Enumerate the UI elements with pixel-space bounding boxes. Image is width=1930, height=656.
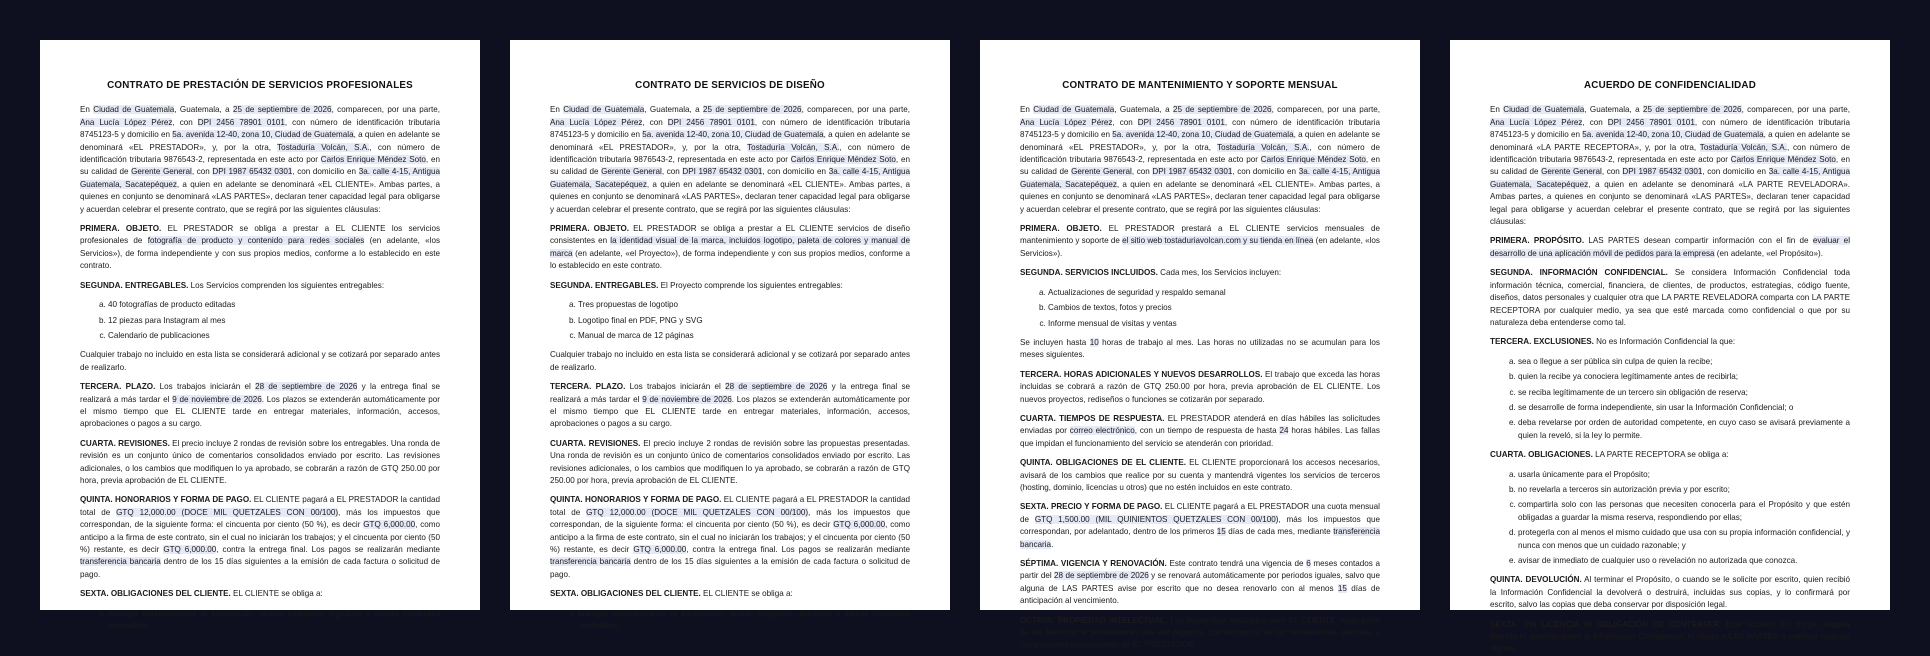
paragraph	[80, 438, 440, 488]
clause-heading: QUINTA. DEVOLUCIÓN.	[1490, 575, 1582, 585]
text-run: (en adelante, «los Servicios»), de forma independiente y con sus propios medios, conforme a lo establecido en este contrato.	[80, 236, 440, 271]
filled-field: 9 de noviembre de 2026	[172, 394, 262, 404]
filled-field: Ana Lucía López Pérez	[1020, 117, 1113, 127]
clause-heading: CUARTA. REVISIONES.	[550, 438, 641, 448]
text-run: Cualquier trabajo no incluido en esta lista se considerará adicional y se cotizará por separado antes de realizarlo.	[80, 350, 440, 372]
text-run: , como anticipo a la firma de este contrato, sin el cual no iniciarán los trabajos; y el cincuenta por ciento (50 %) restante, es decir	[550, 520, 910, 554]
text-run: , con número de identificación tributaria 9876543-2, representada en este acto por	[1490, 142, 1850, 165]
filled-field: Carlos Enrique Méndez Soto	[1260, 155, 1366, 165]
paragraph	[80, 223, 440, 273]
clause-heading: SEXTA. PRECIO Y FORMA DE PAGO.	[1020, 502, 1163, 512]
filled-field: 15	[1337, 583, 1347, 593]
text-run: En	[1490, 105, 1504, 115]
clause-heading: SEXTA. OBLIGACIONES DEL CLIENTE.	[80, 589, 231, 599]
text-run: Cualquier trabajo no incluido en esta lista se considerará adicional y se cotizará por separado antes de realizarlo.	[550, 350, 910, 372]
text-run: , con domicilio en	[1702, 167, 1769, 177]
text-run: El trabajo que exceda las horas incluidas se cobrará a razón de GTQ 250.00 por hora, previa aprobación de EL CLIENTE. Los nuevos proyectos, rediseños o funciones se cotizarán por separado.	[1020, 369, 1380, 404]
text-run: , con	[1582, 117, 1608, 127]
text-run: y la entrega final se realizará a más tardar el	[550, 382, 911, 404]
text-run: , con número de identificación tributaria 9876543-2, representada en este acto por	[80, 142, 440, 165]
filled-field: Tostaduría Volcán, S.A.	[277, 142, 370, 152]
filled-field: Gerente General	[601, 167, 662, 177]
text-run: Al terminar el Propósito, o cuando se le solicite por escrito, quien recibió la Información Confidencial la devolverá o destruirá, incluidas sus copias, y lo confirmará por escrito, salvo las copias que deba conservar por disposición legal.	[1490, 575, 1850, 610]
paragraph	[1020, 104, 1380, 216]
document-title: ACUERDO DE CONFIDENCIALIDAD	[1584, 80, 1756, 91]
text-run: Este acuerdo no otorga ninguna licencia ni derecho sobre la Información Confidencial, ni obliga a LAS PARTES a celebrar contrato alguno.	[1490, 619, 1850, 654]
paragraph	[80, 381, 440, 431]
text-run: , comparecen, por una parte,	[331, 105, 440, 115]
filled-field: 10	[1089, 337, 1099, 347]
text-run: EL CLIENTE pagará a EL PRESTADOR la cantidad total de	[80, 495, 440, 517]
text-run: , más los impuestos que correspondan, por adelantado, dentro de los primeros	[1020, 514, 1380, 537]
text-run: El Proyecto comprende los siguientes entregables:	[658, 280, 843, 290]
text-run: , con domicilio en	[292, 167, 359, 177]
filled-field: DPI 1987 65432 0301	[682, 167, 763, 177]
list-item: a. 40 fotografías de producto editadas	[108, 299, 440, 311]
filled-field: 9 de noviembre de 2026	[642, 394, 732, 404]
text-run: días de anticipación al vencimiento.	[1020, 583, 1380, 606]
filled-field: Ciudad de Guatemala	[1503, 105, 1585, 115]
text-run: Los Servicios comprenden los siguientes entregables:	[188, 280, 385, 290]
paragraph	[1020, 223, 1380, 260]
filled-field: DPI 1987 65432 0301	[1152, 167, 1233, 177]
clause-heading: SÉPTIMA. VIGENCIA Y RENOVACIÓN.	[1020, 559, 1167, 568]
text-run: . Los plazos se extenderán automáticamente por el mismo tiempo que EL CLIENTE tarde en entregar materiales, información, accesos, aprobaciones o pagos a su cargo.	[80, 394, 440, 429]
text-run: En	[80, 105, 94, 115]
text-run: y se renovará automáticamente por periodos iguales, salvo que alguna de LAS PARTES avise por escrito que no desea renovarlo con al menos	[1020, 571, 1381, 593]
filled-field: 25 de septiembre de 2026	[703, 105, 802, 115]
list-item: d. protegerla con al menos el mismo cuidado que usa con su propia información confidencial, y nunca con menos que un cuidado razonable; y	[1518, 527, 1850, 552]
clause-heading: SEXTA. SIN LICENCIA NI OBLIGACIÓN DE CONTRATAR.	[1490, 619, 1721, 629]
filled-field: GTQ 6,000.00	[163, 545, 217, 554]
filled-field: Gerente General	[1541, 167, 1602, 177]
paragraph	[550, 588, 910, 600]
text-run: El precio incluye 2 rondas de revisión sobre los entregables. Una ronda de revisión es un conjunto único de comentarios consolidados enviado por escrito. Las revisiones adicionales, o los cambios que modifiquen lo ya aprobado, se cobrarán a razón de GTQ 250.00 por hora, previa aprobación de EL CLIENTE.	[80, 438, 440, 485]
filled-field: 15	[1216, 527, 1226, 537]
paragraph	[1020, 337, 1380, 362]
clause-heading: CUARTA. OBLIGACIONES.	[1490, 450, 1593, 460]
list-item: b. Cambios de textos, fotos y precios	[1048, 302, 1380, 314]
clause-heading: OCTAVA. PROPIEDAD INTELECTUAL.	[1020, 615, 1168, 625]
paragraph	[1020, 501, 1380, 551]
clause-heading: TERCERA. PLAZO.	[550, 382, 626, 392]
text-run: , con número de identificación tributaria 9876543-2, representada en este acto por	[550, 142, 910, 165]
filled-field: 5a. avenida 12-40, zona 10, Ciudad de Guatemala	[1582, 130, 1764, 140]
paragraph	[80, 494, 440, 581]
lettered-list	[550, 608, 910, 633]
list-item: a. entregar oportunamente la información, textos, imágenes, logotipos y demás materiales necesarios;	[108, 608, 440, 633]
text-run: EL CLIENTE proporcionará los accesos necesarios, avisará de los cambios que realice por su cuenta y mantendrá vigentes los servicios de terceros (hosting, dominio, licencias u otros) que no estén incluidos en este contrato.	[1020, 458, 1380, 492]
clause-heading: TERCERA. PLAZO.	[80, 382, 156, 392]
filled-field: Ana Lucía López Pérez	[550, 117, 643, 127]
clause-heading: PRIMERA. OBJETO.	[1020, 224, 1102, 234]
list-item: b. quien la recibe ya conociera legítimamente antes de recibirla;	[1518, 371, 1850, 383]
text-run: , con número de identificación tributaria 9876543-2, representada en este acto por	[1020, 142, 1380, 165]
filled-field: 5a. avenida 12-40, zona 10, Ciudad de Guatemala	[642, 130, 824, 140]
text-run: dentro de los 15 días siguientes a la emisión de cada factura o solicitud de pago.	[550, 557, 910, 579]
text-run: , a quien en adelante se denominará «EL CLIENTE». Ambas partes, a quienes en conjunto se denominará «LAS PARTES», declaran tener capacidad legal para obligarse y acuerdan celebrar el presente contrato, que se regirá por las siguientes cláusulas:	[550, 179, 910, 214]
paragraph	[1490, 574, 1850, 611]
text-run: Este contrato tendrá una vigencia de	[1166, 559, 1307, 568]
filled-field: GTQ 6,000.00	[633, 545, 687, 554]
filled-field: transferencia bancaria	[1020, 527, 1380, 549]
filled-field: 5a. avenida 12-40, zona 10, Ciudad de Guatemala	[1112, 130, 1294, 140]
document-page-2	[510, 40, 950, 631]
text-run: , contra la entrega final. Los pagos se realizarán mediante	[216, 545, 440, 554]
filled-field: Ana Lucía López Pérez	[1490, 117, 1583, 127]
paragraph	[550, 223, 910, 273]
paragraph	[80, 280, 440, 292]
filled-field: DPI 1987 65432 0301	[1622, 167, 1703, 177]
text-run: No es Información Confidencial la que:	[1593, 337, 1736, 347]
paragraph	[1490, 235, 1850, 260]
paragraph	[1020, 369, 1380, 406]
filled-field: Ciudad de Guatemala	[563, 105, 645, 115]
text-run: Se incluyen hasta	[1020, 337, 1090, 347]
list-item: c. Informe mensual de visitas y ventas	[1048, 318, 1380, 330]
clause-heading: SEXTA. OBLIGACIONES DEL CLIENTE.	[550, 589, 701, 599]
clause-heading: QUINTA. OBLIGACIONES DE EL CLIENTE.	[1020, 458, 1187, 468]
paragraph	[1490, 336, 1850, 348]
filled-field: Carlos Enrique Méndez Soto	[320, 155, 426, 165]
text-run: , con	[661, 167, 683, 177]
text-run: , con	[1112, 117, 1138, 127]
document-page-4	[1450, 40, 1890, 654]
lettered-list	[1020, 287, 1380, 330]
paragraph	[80, 104, 440, 216]
text-run: . Los plazos se extenderán automáticamente por el mismo tiempo que EL CLIENTE tarde en entregar materiales, información, accesos, aprobaciones o pagos a su cargo.	[550, 394, 910, 429]
list-item: b. 12 piezas para Instagram al mes	[108, 315, 440, 327]
filled-field: Tostaduría Volcán, S.A.	[747, 142, 840, 152]
clause-heading: CUARTA. TIEMPOS DE RESPUESTA.	[1020, 413, 1165, 423]
document-title: CONTRATO DE SERVICIOS DE DISEÑO	[635, 80, 825, 91]
text-run: , Guatemala, a	[174, 105, 233, 115]
clause-heading: TERCERA. HORAS ADICIONALES Y NUEVOS DESARROLLOS.	[1020, 369, 1263, 379]
paragraph	[1020, 615, 1380, 652]
clause-heading: SEGUNDA. INFORMACIÓN CONFIDENCIAL.	[1490, 268, 1668, 278]
filled-field: transferencia bancaria	[80, 557, 161, 567]
document-title: CONTRATO DE PRESTACIÓN DE SERVICIOS PROFESIONALES	[107, 80, 413, 91]
filled-field: 3a. calle 4-15, Antigua Guatemala, Sacatepéquez	[1490, 167, 1850, 189]
clause-heading: CUARTA. REVISIONES.	[80, 438, 170, 448]
text-run: EL CLIENTE se obliga a:	[230, 589, 323, 599]
text-run: (en adelante, «el Propósito»).	[1714, 248, 1823, 258]
document-title: CONTRATO DE MANTENIMIENTO Y SOPORTE MENSUAL	[1062, 80, 1338, 91]
paragraph	[1490, 619, 1850, 656]
text-run: horas de trabajo al mes. Las horas no utilizadas no se acumulan para los meses siguientes.	[1020, 337, 1380, 360]
filled-field: Carlos Enrique Méndez Soto	[790, 155, 896, 165]
list-item: e. avisar de inmediato de cualquier uso o revelación no autorizada que conozca.	[1518, 555, 1850, 567]
text-run: , a quien en adelante se denominará «EL CLIENTE». Ambas partes, a quienes en conjunto se denominará «LAS PARTES», declaran tener capacidad legal para obligarse y acuerdan celebrar el presente contrato, que se regirá por las siguientes cláusulas:	[80, 179, 440, 214]
text-run: horas hábiles. Las fallas que impidan el funcionamiento del servicio se atenderán con prioridad.	[1020, 426, 1380, 448]
text-run: dentro de los 15 días siguientes a la emisión de cada factura o solicitud de pago.	[80, 557, 440, 579]
text-run: , con un tiempo de respuesta de hasta	[1134, 426, 1280, 436]
lettered-list	[1490, 356, 1850, 442]
text-run: Cada mes, los Servicios incluyen:	[1157, 268, 1282, 278]
text-run: EL PRESTADOR se obliga a prestar a EL CLIENTE los servicios profesionales de	[80, 224, 440, 246]
text-run: , contra la entrega final. Los pagos se realizarán mediante	[686, 545, 910, 554]
paragraph	[1020, 457, 1380, 494]
clause-heading: PRIMERA. OBJETO.	[80, 224, 162, 234]
text-run: , en su calidad de	[80, 155, 440, 177]
lettered-list	[550, 299, 910, 342]
filled-field: el sitio web tostaduriavolcan.com y su tienda en línea	[1122, 236, 1314, 246]
list-item: c. Calendario de publicaciones	[108, 330, 440, 342]
paragraph	[80, 588, 440, 600]
paragraph	[1020, 558, 1380, 608]
filled-field: Ciudad de Guatemala	[1033, 105, 1115, 115]
filled-field: Carlos Enrique Méndez Soto	[1730, 155, 1836, 165]
text-run: Los trabajos iniciarán el	[155, 382, 256, 392]
text-run: El precio incluye 2 rondas de revisión sobre las propuestas presentadas. Una ronda de revisión es un conjunto único de comentarios consolidados enviado por escrito. Las revisiones adicionales, o los cambios que modifiquen lo ya aprobado, se cobrarán a razón de GTQ 250.00 por hora, previa aprobación de EL CLIENTE.	[550, 438, 911, 485]
document-page-3	[980, 40, 1420, 650]
filled-field: DPI 2456 78901 0101	[667, 117, 755, 127]
lettered-list	[1490, 469, 1850, 568]
list-item: c. se reciba legítimamente de un tercero sin obligación de reserva;	[1518, 387, 1850, 399]
list-item: c. compartirla solo con las personas que necesiten conocerla para el Propósito y que estén obligadas a guardar la misma reserva, respondiendo por ellas;	[1518, 499, 1850, 524]
filled-field: 3a. calle 4-15, Antigua Guatemala, Sacatepéquez	[80, 167, 440, 189]
document-page-1	[40, 40, 480, 631]
clause-heading: TERCERA. EXCLUSIONES.	[1490, 337, 1594, 347]
text-run: EL CLIENTE pagará a EL PRESTADOR una cuota mensual de	[1020, 502, 1380, 524]
paragraph	[1490, 104, 1850, 228]
paragraph	[550, 349, 910, 374]
text-run: , con	[172, 117, 198, 127]
text-run: .	[1051, 539, 1054, 549]
paragraph	[550, 381, 910, 431]
text-run: En	[1020, 105, 1034, 115]
text-run: (en adelante, «los Servicios»).	[1020, 236, 1380, 258]
filled-field: transferencia bancaria	[550, 557, 631, 567]
filled-field: DPI 1987 65432 0301	[212, 167, 293, 177]
list-item: a. usarla únicamente para el Propósito;	[1518, 469, 1850, 481]
text-run: , con	[642, 117, 668, 127]
paragraph	[550, 104, 910, 216]
text-run: , comparecen, por una parte,	[801, 105, 910, 115]
filled-field: la identidad visual de la marca, incluidos logotipo, paleta de colores y manual de marca	[550, 236, 910, 258]
text-run: (en adelante, «el Proyecto»), de forma independiente y con sus propios medios, conforme a lo establecido en este contrato.	[550, 248, 910, 271]
text-run: EL PRESTADOR atenderá en días hábiles las solicitudes enviadas por	[1020, 413, 1380, 436]
paragraph	[1020, 413, 1380, 450]
filled-field: GTQ 6,000.00	[363, 520, 416, 530]
filled-field: 28 de septiembre de 2026	[1054, 571, 1149, 581]
text-run: Se considera Información Confidencial toda información técnica, comercial, financiera, de clientes, de productos, estrategias, código fuente, diseños, datos personales y cualquier otra que LA PARTE REVELADORA comparta con LA PARTE RECEPTORA por cualquier medio, ya sea que esté marcada como confidencial o que por su naturaleza deba entenderse como tal.	[1490, 268, 1850, 327]
list-item: d. se desarrolle de forma independiente, sin usar la Información Confidencial; o	[1518, 402, 1850, 414]
clause-heading: PRIMERA. OBJETO.	[550, 224, 630, 234]
text-run: , comparecen, por una parte,	[1271, 105, 1380, 115]
text-run: , con domicilio en	[762, 167, 829, 177]
list-item: a. Tres propuestas de logotipo	[578, 299, 910, 311]
paragraph	[550, 494, 910, 581]
clause-heading: SEGUNDA. SERVICIOS INCLUIDOS.	[1020, 268, 1158, 278]
filled-field: 25 de septiembre de 2026	[1173, 105, 1272, 115]
text-run: , Guatemala, a	[1114, 105, 1173, 115]
text-run: , Guatemala, a	[1584, 105, 1643, 115]
paragraph	[550, 438, 910, 488]
text-run: , a quien en adelante se denominará «EL PRESTADOR», y, por la otra,	[80, 130, 440, 152]
filled-field: evaluar el desarrollo de una aplicación móvil de pedidos para la empresa	[1490, 236, 1850, 258]
text-run: días de cada mes, mediante	[1225, 527, 1334, 537]
list-item: b. Logotipo final en PDF, PNG y SVG	[578, 315, 910, 327]
text-run: , a quien en adelante se denominará «EL PRESTADOR», y, por la otra,	[1020, 130, 1380, 152]
text-run: , comparecen, por una parte,	[1741, 105, 1850, 115]
filled-field: Gerente General	[131, 167, 192, 177]
filled-field: 24	[1279, 426, 1289, 436]
text-run: Los desarrollos realizados para EL CLIENTE como parte de los Servicios le pertenecerán una vez pagados, con excepción de las herramientas, plantillas y componentes preexistentes de EL PRESTADOR.	[1020, 615, 1380, 650]
filled-field: Gerente General	[1071, 167, 1132, 177]
clause-heading: SEGUNDA. ENTREGABLES.	[80, 280, 189, 290]
filled-field: GTQ 1,500.00 (MIL QUINIENTOS QUETZALES CON 00/100)	[1034, 514, 1279, 524]
list-item: a. sea o llegue a ser pública sin culpa de quien la recibe;	[1518, 356, 1850, 368]
text-run: , con	[191, 167, 213, 177]
filled-field: 3a. calle 4-15, Antigua Guatemala, Sacatepéquez	[1020, 167, 1380, 189]
filled-field: GTQ 12,000.00 (DOCE MIL QUETZALES CON 00/100)	[586, 507, 809, 517]
text-run: , en su calidad de	[1020, 155, 1380, 177]
text-run: , más los impuestos que correspondan, de la siguiente forma: el cincuenta por ciento (50 %), es decir	[550, 507, 910, 530]
filled-field: Tostaduría Volcán, S.A.	[1699, 142, 1787, 152]
text-run: , con	[1131, 167, 1153, 177]
paragraph	[1020, 267, 1380, 279]
text-run: , con número de identificación tributaria 8745123-5 y domicilio en	[80, 117, 440, 140]
text-run: , a quien en adelante se denominará «LA PARTE REVELADORA». Ambas partes, a quienes en conjunto se denominará «LAS PARTES», declaran tener capacidad legal para obligarse y acuerdan celebrar el presente contrato, que se regirá por las siguientes cláusulas:	[1490, 179, 1850, 227]
filled-field: 28 de septiembre de 2026	[725, 382, 828, 392]
text-run: EL PRESTADOR prestará a EL CLIENTE servicios mensuales de mantenimiento y soporte de	[1020, 224, 1380, 246]
text-run: Los trabajos iniciarán el	[625, 382, 726, 392]
filled-field: DPI 2456 78901 0101	[1137, 117, 1225, 127]
text-run: En	[550, 105, 564, 115]
filled-field: 6	[1306, 559, 1311, 568]
lettered-list	[80, 608, 440, 633]
list-item: a. entregar oportunamente la información, textos, imágenes, logotipos y demás materiales necesarios;	[578, 608, 910, 633]
filled-field: Ana Lucía López Pérez	[80, 117, 173, 127]
paragraph	[1490, 267, 1850, 329]
clause-heading: PRIMERA. PROPÓSITO.	[1490, 236, 1585, 246]
text-run: , en su calidad de	[1490, 155, 1850, 177]
filled-field: 3a. calle 4-15, Antigua Guatemala, Sacatepéquez	[550, 167, 910, 189]
clause-heading: SEGUNDA. ENTREGABLES.	[550, 280, 659, 290]
list-item: b. no revelarla a terceros sin autorización previa y por escrito;	[1518, 484, 1850, 496]
text-run: y la entrega final se realizará a más tardar el	[80, 382, 441, 404]
text-run: , con domicilio en	[1232, 167, 1299, 177]
text-run: , con número de identificación tributaria 8745123-5 y domicilio en	[1490, 117, 1850, 140]
filled-field: 5a. avenida 12-40, zona 10, Ciudad de Guatemala	[172, 130, 354, 140]
filled-field: GTQ 12,000.00 (DOCE MIL QUETZALES CON 00/100)	[116, 507, 339, 517]
text-run: , con número de identificación tributaria 8745123-5 y domicilio en	[550, 117, 910, 140]
text-run: EL PRESTADOR se obliga a prestar a EL CLIENTE servicios de diseño consistentes en	[550, 224, 911, 246]
paragraph	[80, 349, 440, 374]
text-run: , con	[1601, 167, 1623, 177]
filled-field: DPI 2456 78901 0101	[197, 117, 285, 127]
paragraph	[1490, 449, 1850, 461]
paragraph	[550, 280, 910, 292]
filled-field: Ciudad de Guatemala	[93, 105, 175, 115]
text-run: , a quien en adelante se denominará «LA PARTE RECEPTORA», y, por la otra,	[1490, 130, 1850, 152]
text-run: EL CLIENTE pagará a EL PRESTADOR la cantidad total de	[550, 495, 910, 517]
lettered-list	[80, 299, 440, 342]
list-item: a. Actualizaciones de seguridad y respaldo semanal	[1048, 287, 1380, 299]
list-item: c. Manual de marca de 12 páginas	[578, 330, 910, 342]
text-run: LAS PARTES desean compartir información con el fin de	[1584, 236, 1813, 246]
filled-field: Tostaduría Volcán, S.A.	[1217, 142, 1310, 152]
text-run: , a quien en adelante se denominará «EL CLIENTE». Ambas partes, a quienes en conjunto se denominará «LAS PARTES», declaran tener capacidad legal para obligarse y acuerdan celebrar el presente contrato, que se regirá por las siguientes cláusulas:	[1020, 179, 1380, 214]
text-run: , más los impuestos que correspondan, de la siguiente forma: el cincuenta por ciento (50 %), es decir	[80, 507, 440, 530]
text-run: , en su calidad de	[550, 155, 910, 177]
filled-field: fotografía de producto y contenido para redes sociales	[147, 236, 365, 246]
filled-field: GTQ 6,000.00	[833, 520, 886, 530]
list-item: e. deba revelarse por orden de autoridad competente, en cuyo caso se avisará previamente a quien la reveló, si la ley lo permite.	[1518, 417, 1850, 442]
text-run: meses contados a partir del	[1020, 559, 1380, 581]
filled-field: DPI 2456 78901 0101	[1607, 117, 1695, 127]
text-run: , Guatemala, a	[644, 105, 703, 115]
text-run: , con número de identificación tributaria 8745123-5 y domicilio en	[1020, 117, 1380, 140]
text-run: EL CLIENTE se obliga a:	[700, 589, 793, 599]
filled-field: correo electrónico	[1069, 426, 1135, 436]
filled-field: 25 de septiembre de 2026	[1643, 105, 1742, 115]
filled-field: 25 de septiembre de 2026	[233, 105, 332, 115]
text-run: , a quien en adelante se denominará «EL PRESTADOR», y, por la otra,	[550, 130, 910, 152]
text-run: LA PARTE RECEPTORA se obliga a:	[1592, 450, 1729, 460]
filled-field: 28 de septiembre de 2026	[255, 382, 358, 392]
clause-heading: QUINTA. HONORARIOS Y FORMA DE PAGO.	[550, 495, 722, 505]
text-run: , como anticipo a la firma de este contrato, sin el cual no iniciarán los trabajos; y el cincuenta por ciento (50 %) restante, es decir	[80, 520, 440, 554]
clause-heading: QUINTA. HONORARIOS Y FORMA DE PAGO.	[80, 495, 252, 505]
